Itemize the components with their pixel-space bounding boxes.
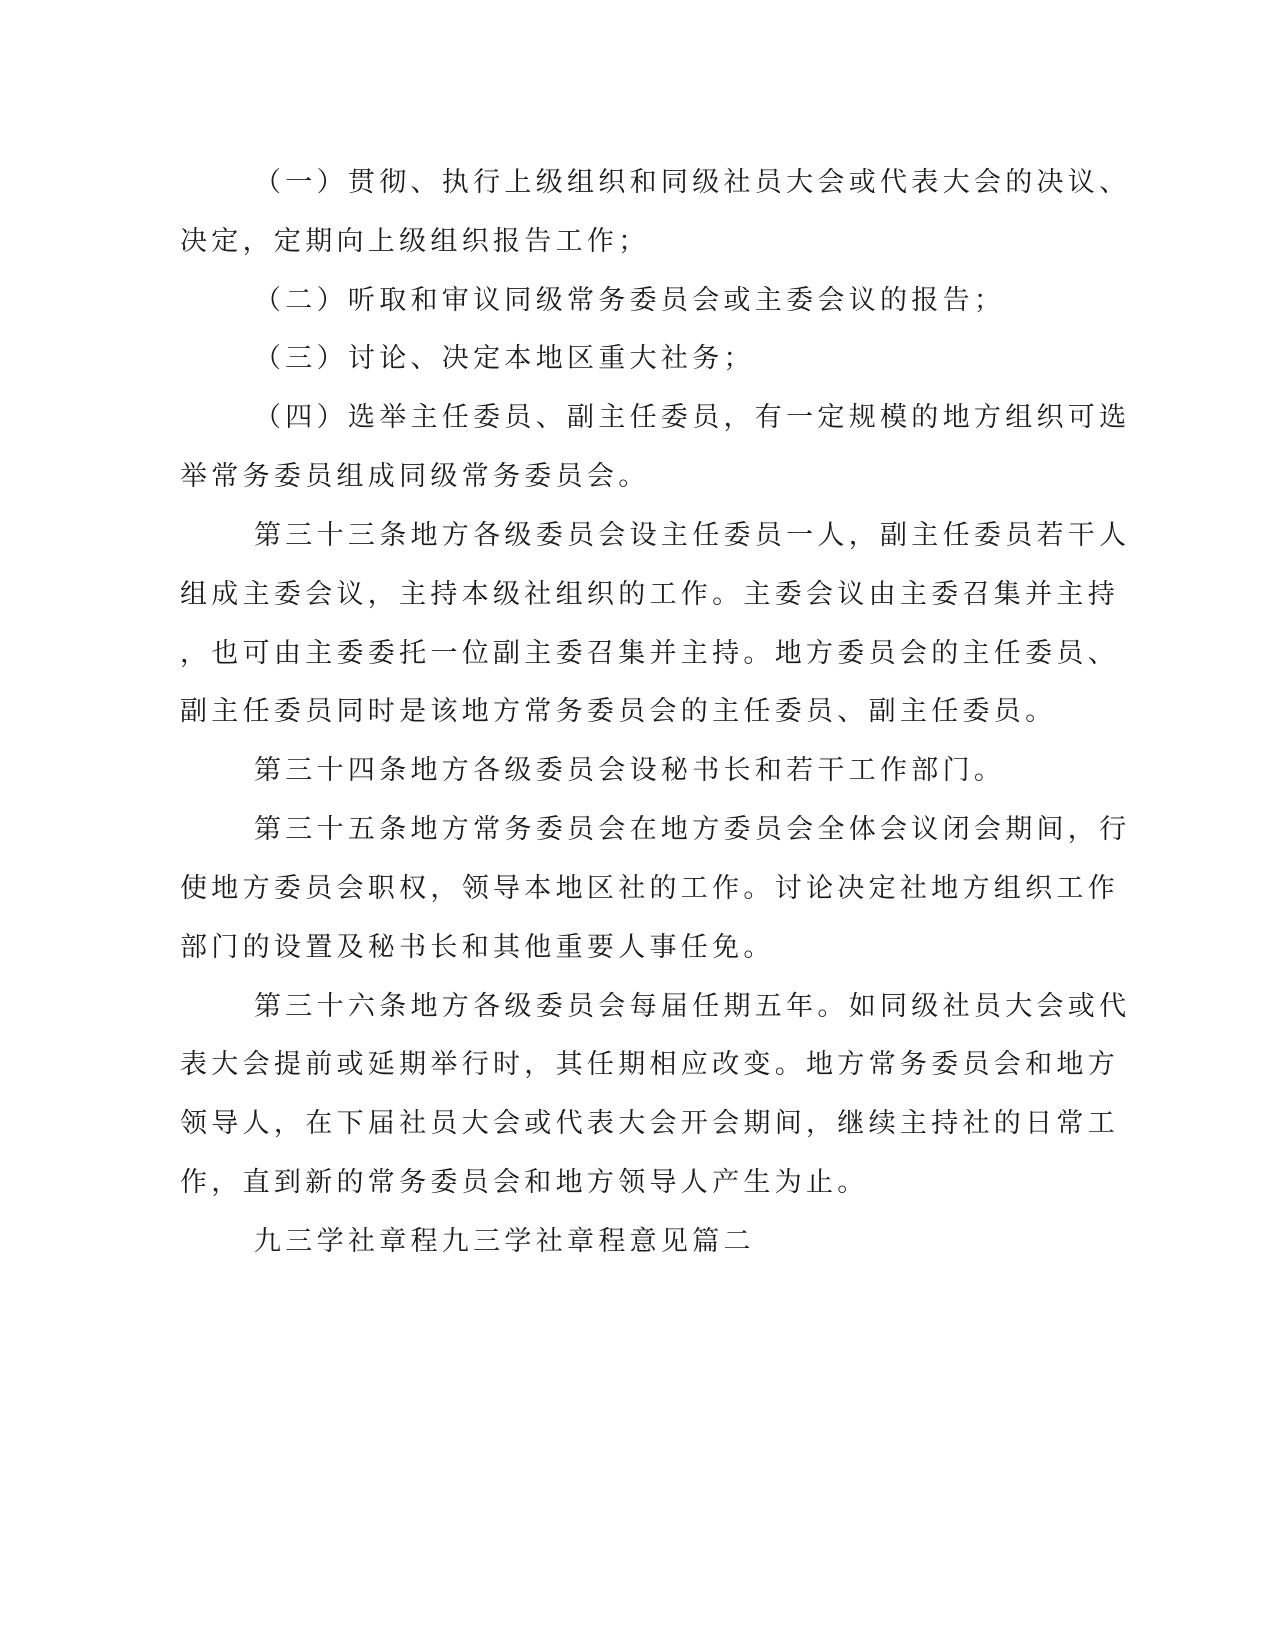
text-line: 举常务委员组成同级常务委员会。: [180, 461, 650, 492]
text-line: 部门的设置及秘书长和其他重要人事任免。: [180, 932, 775, 963]
text-line: 使地方委员会职权，领导本地区社的工作。讨论决定社地方组织工作: [180, 873, 1119, 904]
text-line: 第三十五条地方常务委员会在地方委员会全体会议闭会期间，行: [254, 814, 1131, 845]
text-line: 表大会提前或延期举行时，其任期相应改变。地方常务委员会和地方: [180, 1049, 1119, 1080]
text-line: （二）听取和审议同级常务委员会或主委会议的报告；: [254, 285, 1006, 316]
text-line: 领导人，在下届社员大会或代表大会开会期间，继续主持社的日常工: [180, 1108, 1119, 1139]
text-line: ，也可由主委委托一位副主委召集并主持。地方委员会的主任委员、: [180, 638, 1119, 669]
text-line: （一）贯彻、执行上级组织和同级社员大会或代表大会的决议、: [254, 167, 1131, 198]
text-line: 第三十六条地方各级委员会每届任期五年。如同级社员大会或代: [254, 991, 1131, 1022]
text-line: （四）选举主任委员、副主任委员，有一定规模的地方组织可选: [254, 402, 1131, 433]
section-heading: 九三学社章程九三学社章程意见篇二: [254, 1226, 755, 1257]
text-line: （三）讨论、决定本地区重大社务；: [254, 343, 755, 374]
text-line: 决定，定期向上级组织报告工作；: [180, 226, 650, 257]
text-line: 副主任委员同时是该地方常务委员会的主任委员、副主任委员。: [180, 696, 1057, 727]
text-line: 作，直到新的常务委员会和地方领导人产生为止。: [180, 1167, 869, 1198]
text-line: 第三十三条地方各级委员会设主任委员一人，副主任委员若干人: [254, 520, 1131, 551]
text-line: 第三十四条地方各级委员会设秘书长和若干工作部门。: [254, 755, 1006, 786]
text-line: 组成主委会议，主持本级社组织的工作。主委会议由主委召集并主持: [180, 579, 1119, 610]
